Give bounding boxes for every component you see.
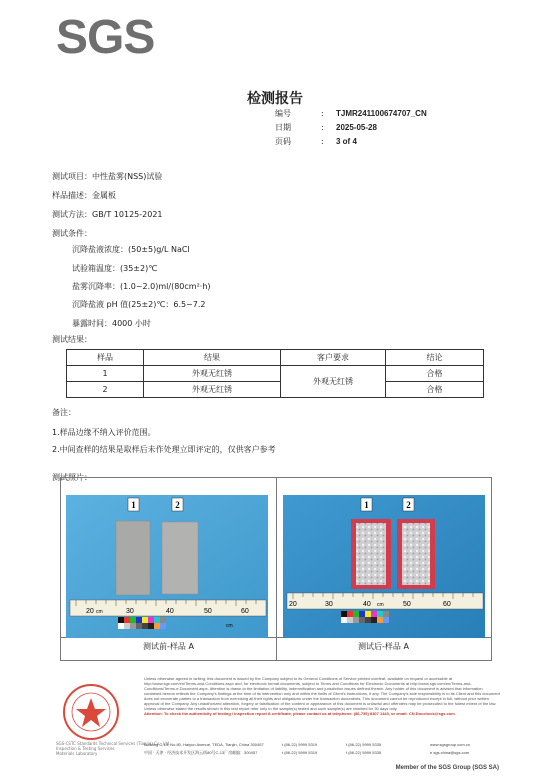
meta-value: TJMR241100674707_CN: [336, 109, 427, 118]
header-conclusion: 结论: [386, 350, 484, 366]
email-2: e sgs.china@sgs.com: [430, 750, 470, 755]
tel-2: t (86-22) 5999 5319: [282, 750, 318, 755]
sgs-member-line: Member of the SGS Group (SGS SA): [395, 765, 499, 771]
ruler-label: 30: [126, 608, 134, 615]
photo-before: [66, 495, 268, 638]
meta-label: 编号: [275, 109, 291, 118]
cell-result: 外观无红锈: [144, 382, 281, 398]
ruler-unit: cm: [377, 602, 384, 608]
condition-exposure: 暴露时间：4000 小时: [72, 319, 151, 328]
meta-page: [275, 135, 427, 149]
ruler-label: 60: [241, 608, 249, 615]
postcode-cn: 邮编：300457: [232, 750, 258, 755]
meta-colon: :: [321, 109, 324, 118]
report-title: 检测报告: [247, 91, 303, 107]
meta-date: [275, 121, 427, 135]
address-en: Building C-13, No.80, Haiyun Avenue, TEDA, Tianjin, China 300457: [144, 742, 264, 747]
color-checker: [118, 617, 166, 629]
photo-divider-vertical: [276, 478, 277, 660]
meta-label: 页码: [275, 137, 291, 146]
meta-colon: :: [321, 137, 324, 146]
test-item: 测试项目：中性盐雾(NSS)试验: [52, 172, 163, 181]
condition-settling-rate: 盐雾沉降率：(1.0~2.0)ml/(80cm²·h): [72, 282, 211, 291]
ruler-label: 40: [363, 601, 371, 608]
seal-caption: SGS-CSTC Standards Technical Services (Tianjin) Co., Ltd. Inspection & Testing Services Materials Laboratory: [56, 741, 171, 756]
fax-1: f (86-22) 5999 5335: [346, 742, 382, 747]
address-cn: 中国 · 天津 · 经济技术开发区海云街80号C-13厂房: [144, 750, 233, 755]
table-row: [67, 382, 484, 398]
fax-2: f (86-22) 5999 5335: [346, 750, 382, 755]
condition-concentration: 沉降盐液浓度：(50±5)g/L NaCl: [72, 245, 190, 254]
sample-label-2: 2: [175, 500, 180, 510]
condition-ph: 沉降盐液 pH 值(25±2)℃：6.5~7.2: [72, 300, 206, 309]
disclaimer-text: Unless otherwise agreed in writing, this document is issued by the Company subject to its General Conditions of Service printed overleaf, available on request or accessible at http://www.sgs.com/en/Terms-and-Conditions.aspx and, for electronic format documents, subject to Terms and Conditions for Electronic Documents at http://www.sgs.com/en/Terms-and-Conditions/Terms-e-Document.aspx. Attention is drawn to the limitation of liability, indemnification and jurisdiction issues defined therein. Any holder of this document is advised that information contained hereon reflects the Company's findings at the time of its intervention only and within the limits of Client's instructions, if any. The Company's sole responsibility is to its Client and this document does not exonerate parties to a transaction from exercising all their rights and obligations under the transaction documents. This document cannot be reproduced except in full, without prior written approval of the Company. Any unauthorized alteration, forgery or falsification of the content or appearance of this document is unlawful and offenders may be prosecuted to the fullest extent of the law. Unless otherwise stated the results shown in this test report refer only to the sample(s) tested and such sample(s) are retained for 30 days only.: [144, 676, 500, 711]
tel-1: t (86-22) 5999 5319: [282, 742, 318, 747]
note-1: 1.样品边缘不纳入评价范围。: [52, 428, 156, 437]
note-2: 2.中间查样的结果是取样后未作处理立即评定的，仅供客户参考: [52, 445, 276, 454]
cell-requirement: 外观无红锈: [281, 366, 386, 398]
sample-description: 样品描述：金属板: [52, 191, 116, 200]
ruler-label: 60: [443, 601, 451, 608]
table-header-row: [67, 350, 484, 366]
results-title: 测试结果：: [52, 335, 92, 344]
lab-seal-icon: [52, 682, 130, 742]
report-meta: [275, 107, 427, 149]
notes-title: 备注：: [52, 408, 76, 417]
attention-text: Attention: To check the authenticity of testing / inspection report & certificate, please contact us at telephone: (86-755) 8307 1443, or email: CN.Doccheck@sgs.com: [144, 711, 455, 716]
cell-sample: 2: [67, 382, 144, 398]
web-1: www.sgsgroup.com.cn: [430, 742, 471, 747]
table-row: [67, 366, 484, 382]
meta-label: 日期: [275, 123, 291, 132]
sample-label-2: 2: [406, 500, 411, 510]
condition-temperature: 试验箱温度：(35±2)℃: [72, 264, 158, 273]
caption-before: 测试前-样品 A: [143, 642, 194, 651]
cell-result: 外观无红锈: [144, 366, 281, 382]
photo-panel: [60, 477, 492, 661]
results-table: [66, 349, 484, 398]
cell-conclusion: 合格: [386, 366, 484, 382]
ruler-label: 40: [166, 608, 174, 615]
meta-number: [275, 107, 427, 121]
meta-value: 2025-05-28: [336, 123, 377, 132]
meta-value: 3 of 4: [336, 137, 357, 146]
header-result: 结果: [144, 350, 281, 366]
header-sample: 样品: [67, 350, 144, 366]
test-method: 测试方法：GB/T 10125-2021: [52, 210, 163, 219]
footer-disclaimer: [144, 676, 500, 716]
sample-label-1: 1: [364, 500, 369, 510]
ruler-unit: cm: [96, 609, 103, 615]
ruler-label: 50: [204, 608, 212, 615]
cell-conclusion: 合格: [386, 382, 484, 398]
ruler-unit-bottom: cm: [226, 623, 233, 629]
cell-sample: 1: [67, 366, 144, 382]
photo-after: [283, 495, 485, 638]
ruler-label: 30: [325, 601, 333, 608]
sample-label-1: 1: [131, 500, 136, 510]
sgs-logo: SGS: [56, 11, 155, 64]
photos-title: 测试照片：: [52, 473, 92, 482]
ruler-label: 50: [403, 601, 411, 608]
conditions-title: 测试条件：: [52, 229, 92, 238]
color-checker: [341, 611, 389, 623]
meta-colon: :: [321, 123, 324, 132]
ruler-label: 20: [86, 608, 94, 615]
ruler-label: 20: [289, 601, 297, 608]
caption-after: 测试后-样品 A: [358, 642, 409, 651]
header-requirement: 客户要求: [281, 350, 386, 366]
